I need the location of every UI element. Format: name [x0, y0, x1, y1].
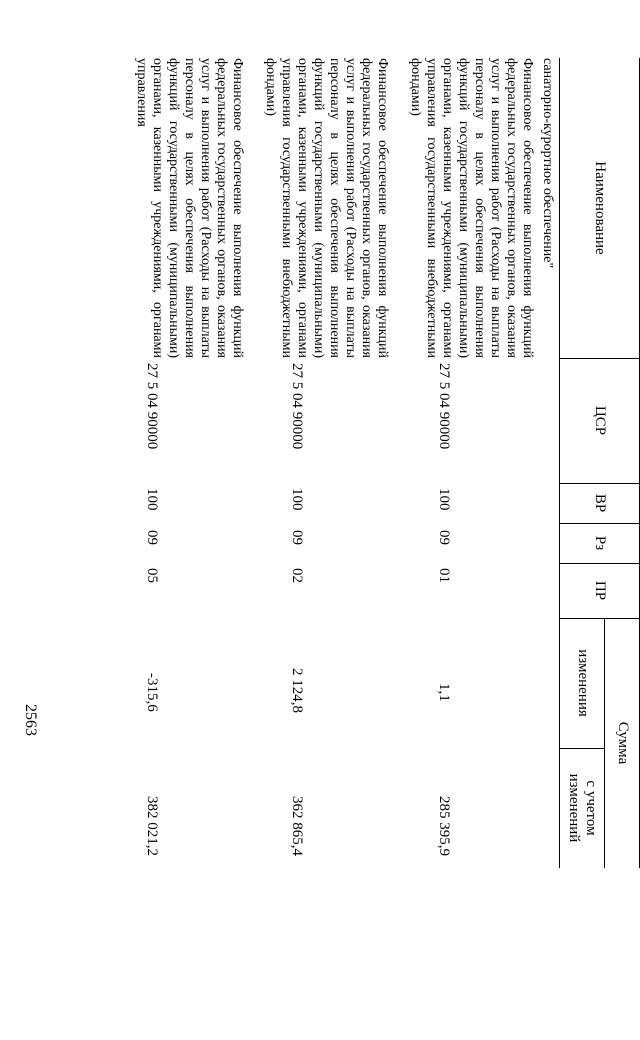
row-2-pr: 02 [289, 568, 305, 583]
row-2-total: 362 865,4 [289, 796, 305, 856]
row-2-vr: 100 [289, 488, 305, 511]
header-csr: ЦСР [592, 405, 609, 436]
header-name: Наименование [592, 161, 609, 255]
row-2-csr: 27 5 04 90000 [289, 363, 305, 450]
header-with-changes: с учетом изменений [566, 773, 600, 843]
row-2-name: Финансовое обеспечение выполнения функций федеральных государственных органов, оказания услуг и выполнения работ (Расходы на выплаты персоналу в целях обеспечения выполнения функций государственными (муниципальными) органами, казенными учреждениями, органами управления государственными внебюджетными фондами) [263, 58, 390, 358]
row-3-csr: 27 5 04 90000 [144, 363, 160, 450]
row-2-rz: 09 [289, 530, 305, 545]
row-1-csr: 27 5 04 90000 [436, 363, 452, 450]
budget-table [135, 58, 640, 868]
row-3-rz: 09 [144, 530, 160, 545]
header-changes: изменения [575, 649, 591, 717]
row-1-pr: 01 [436, 568, 452, 583]
rotated-page [135, 58, 640, 868]
row-3-change: -315,6 [144, 673, 160, 712]
row-3-name: Финансовое обеспечение выполнения функций федеральных государственных органов, оказания услуг и выполнения работ (Расходы на выплаты персоналу в целях обеспечения выполнения функций государственными (муниципальными) органами, казенными учреждениями, органами управления [134, 58, 245, 358]
header-rz: Рз [592, 535, 609, 551]
row-1-rz: 09 [436, 530, 452, 545]
header-vr: ВР [592, 493, 609, 513]
header-sum: Сумма [615, 721, 631, 765]
page-number: 2563 [22, 704, 39, 736]
header-pr: ПР [592, 580, 609, 601]
row-2-change: 2 124,8 [289, 668, 305, 713]
row-3-total: 382 021,2 [144, 796, 160, 856]
row-1-name: Финансовое обеспечение выполнения функций федеральных государственных органов, оказания услуг и выполнения работ (Расходы на выплаты персоналу в целях обеспечения выполнения функций государственными (муниципальными) органами, казенными учреждениями, органами управления государственными внебюджетными фондами) [408, 58, 535, 358]
row-1-vr: 100 [436, 488, 452, 511]
section-subheading: санаторно-курортное обеспечение" [540, 58, 555, 269]
row-3-pr: 05 [144, 568, 160, 583]
row-1-total: 285 395,9 [436, 796, 452, 856]
row-3-vr: 100 [144, 488, 160, 511]
row-1-change: 1,1 [436, 683, 452, 702]
